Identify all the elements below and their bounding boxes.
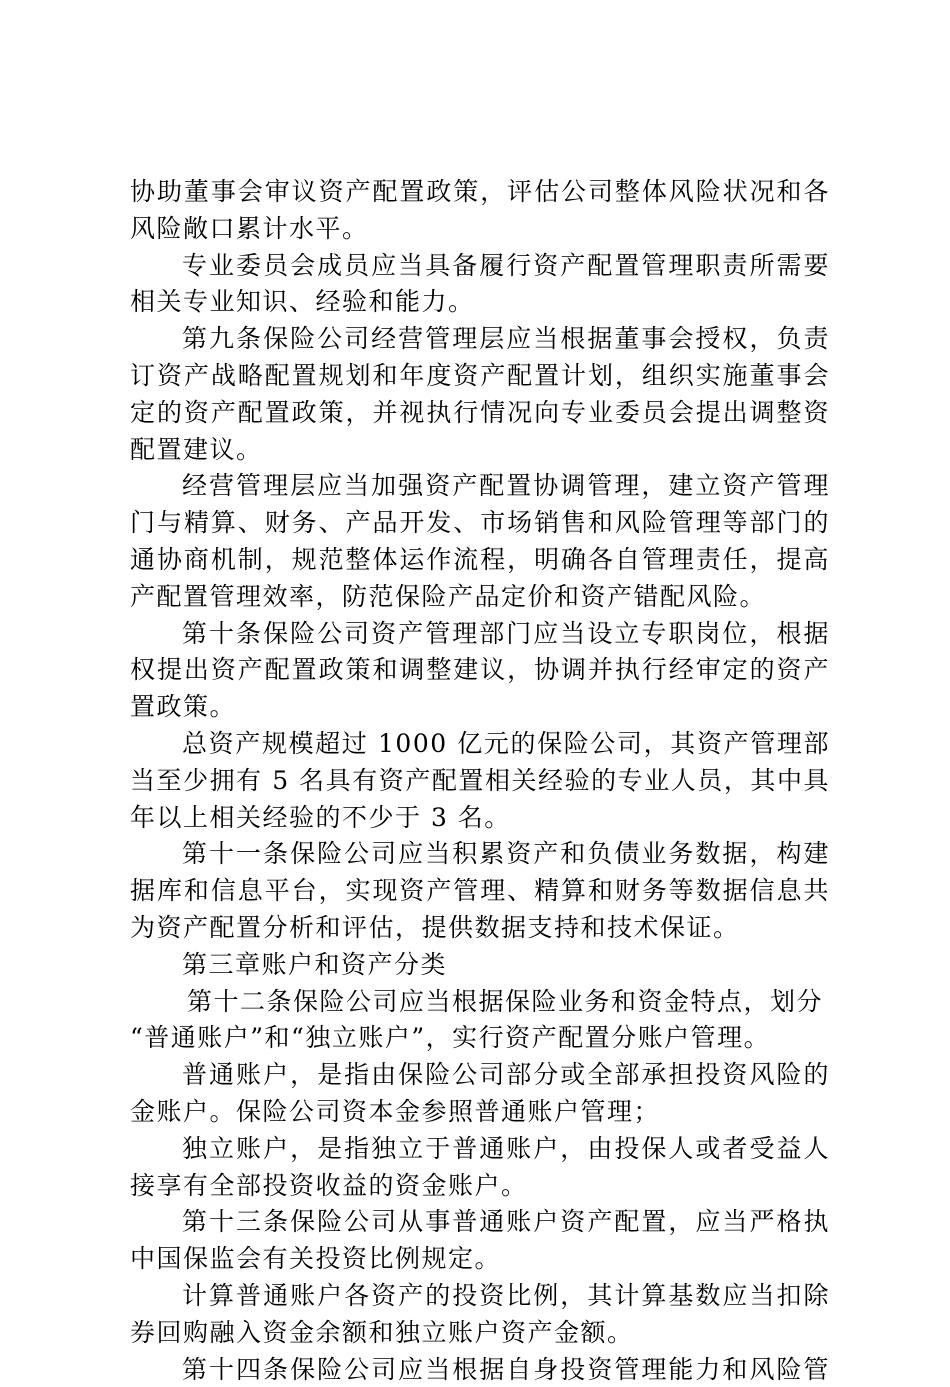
text-line: 门与精算、财务、产品开发、市场销售和风险管理等部门的 bbox=[130, 508, 830, 537]
text-line: 普通账户，是指由保险公司部分或全部承担投资风险的 bbox=[182, 1060, 830, 1089]
text-line: 独立账户，是指独立于普通账户，由投保人或者受益人 bbox=[182, 1134, 830, 1163]
text-line: 第十四条保险公司应当根据自身投资管理能力和风险管 bbox=[182, 1355, 830, 1384]
text-line: 第十条保险公司资产管理部门应当设立专职岗位，根据 bbox=[182, 619, 830, 648]
text-line: 置政策。 bbox=[130, 692, 237, 721]
text-line: 当至少拥有 5 名具有资产配置相关经验的专业人员，其中具 bbox=[130, 766, 830, 795]
text-line: 第十一条保险公司应当积累资产和负债业务数据，构建 bbox=[182, 839, 830, 868]
text-line: 风险敞口累计水平。 bbox=[130, 214, 369, 243]
text-line: 中国保监会有关投资比例规定。 bbox=[130, 1244, 502, 1273]
text-line: 配置建议。 bbox=[130, 435, 263, 464]
text-line: 第三章账户和资产分类 bbox=[182, 950, 448, 979]
text-line: 产配置管理效率，防范保险产品定价和资产错配风险。 bbox=[130, 582, 767, 611]
text-line: 年以上相关经验的不少于 3 名。 bbox=[130, 803, 511, 832]
text-line: 为资产配置分析和评估，提供数据支持和技术保证。 bbox=[130, 913, 740, 942]
text-line: “普通账户”和“独立账户”，实行资产配置分账户管理。 bbox=[130, 1023, 771, 1052]
text-line: 总资产规模超过 1000 亿元的保险公司，其资产管理部 bbox=[182, 729, 830, 758]
text-line: 据库和信息平台，实现资产管理、精算和财务等数据信息共 bbox=[130, 876, 830, 905]
text-line: 订资产战略配置规划和年度资产配置计划，组织实施董事会 bbox=[130, 361, 830, 390]
text-line: 相关专业知识、经验和能力。 bbox=[130, 287, 475, 316]
text-line: 计算普通账户各资产的投资比例，其计算基数应当扣除 bbox=[182, 1281, 830, 1310]
text-line: 通协商机制，规范整体运作流程，明确各自管理责任，提高 bbox=[130, 545, 830, 574]
text-line: 协助董事会审议资产配置政策，评估公司整体风险状况和各 bbox=[130, 177, 830, 206]
text-line: 金账户。保险公司资本金参照普通账户管理； bbox=[130, 1097, 661, 1126]
text-line: 定的资产配置政策，并视执行情况向专业委员会提出调整资 bbox=[130, 398, 830, 427]
text-line: 接享有全部投资收益的资金账户。 bbox=[130, 1171, 528, 1200]
text-line: 经营管理层应当加强资产配置协调管理，建立资产管理 bbox=[182, 471, 830, 500]
text-line: 权提出资产配置政策和调整建议，协调并执行经审定的资产 bbox=[130, 655, 830, 684]
text-line: 第十二条保险公司应当根据保险业务和资金特点，划分 bbox=[187, 987, 824, 1016]
text-line: 第十三条保险公司从事普通账户资产配置，应当严格执 bbox=[182, 1207, 830, 1236]
text-line: 券回购融入资金余额和独立账户资产金额。 bbox=[130, 1318, 634, 1347]
text-line: 专业委员会成员应当具备履行资产配置管理职责所需要 bbox=[182, 251, 830, 280]
text-line: 第九条保险公司经营管理层应当根据董事会授权，负责 bbox=[182, 324, 830, 353]
